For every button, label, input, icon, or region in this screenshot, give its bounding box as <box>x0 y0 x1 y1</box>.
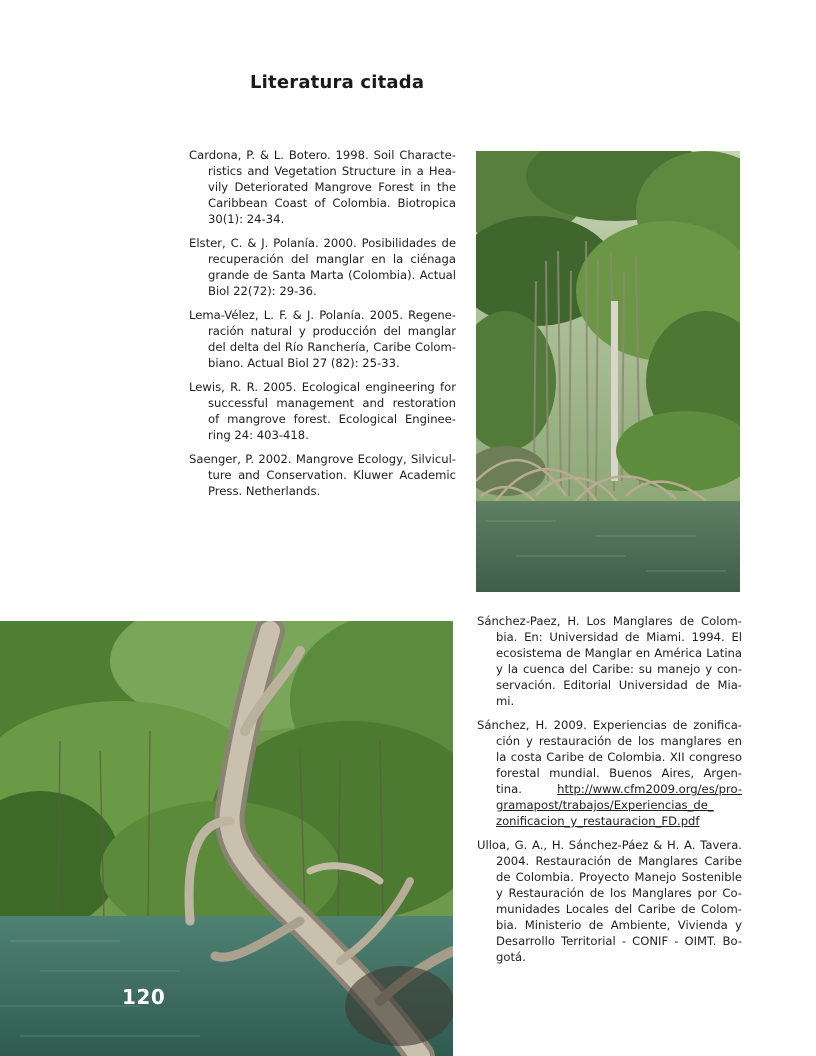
reference-saenger: Saenger, P. 2002. Mangrove Ecology, Silvicul-ture and Conservation. Kluwer Academic Press. Netherlands. <box>189 452 456 498</box>
reference-elster: Elster, C. & J. Polanía. 2000. Posibilidades de recuperación del manglar en la ciénaga grande de Santa Marta (Colombia). Actual Biol 22(72): 29-36. <box>189 236 456 298</box>
page-number: 120 <box>122 985 166 1009</box>
section-heading: Literatura citada <box>250 72 425 93</box>
mangrove-driftwood-photo <box>0 621 453 1056</box>
references-left-column <box>189 147 456 507</box>
references-right-column <box>477 613 742 973</box>
reference-lewis: Lewis, R. R. 2005. Ecological engineering for successful management and restoration of mangrove forest. Ecological Enginee-ring 24: 403-418. <box>189 380 456 442</box>
reference-cardona: Cardona, P. & L. Botero. 1998. Soil Characte-ristics and Vegetation Structure in a Hea-vily Deteriorated Mangrove Forest in the Caribbean Coast of Colombia. Biotropica 30(1): 24-34. <box>189 148 456 226</box>
reference-ulloa: Ulloa, G. A., H. Sánchez-Páez & H. A. Tavera. 2004. Restauración de Manglares Caribe de Colombia. Proyecto Manejo Sostenible y Restauración de los Manglares por Co-munidades Locales del Caribe de Colom-bia. Ministerio de Ambiente, Vivienda y Desarrollo Territorial - CONIF - OIMT. Bo-gotá. <box>477 838 742 964</box>
mangrove-prop-roots-photo <box>476 151 740 592</box>
reference-lema-velez: Lema-Vélez, L. F. & J. Polanía. 2005. Regene-ración natural y producción del manglar del delta del Río Ranchería, Caribe Colom-biano. Actual Biol 27 (82): 25-33. <box>189 308 456 370</box>
reference-sanchez-paez: Sánchez-Paez, H. Los Manglares de Colom-bia. En: Universidad de Miami. 1994. El ecosistema de Manglar en América Latina y la cuenca del Caribe: su manejo y con-servación. Editorial Universidad de Mia-mi. <box>477 614 742 708</box>
reference-sanchez-2009 <box>477 717 742 829</box>
reference-sanchez-2009-text: Sánchez, H. 2009. Experiencias de zonifica-ción y restauración de los manglares en la costa Caribe de Colombia. XII congreso forestal mundial. Buenos Aires, Argen-tina. <box>477 718 742 796</box>
reference-sanchez-2009-link[interactable]: http://www.cfm2009.org/es/pro-gramapost/trabajos/Experiencias_de_ zonificacion_y_restauracion_FD.pdf <box>496 782 742 828</box>
